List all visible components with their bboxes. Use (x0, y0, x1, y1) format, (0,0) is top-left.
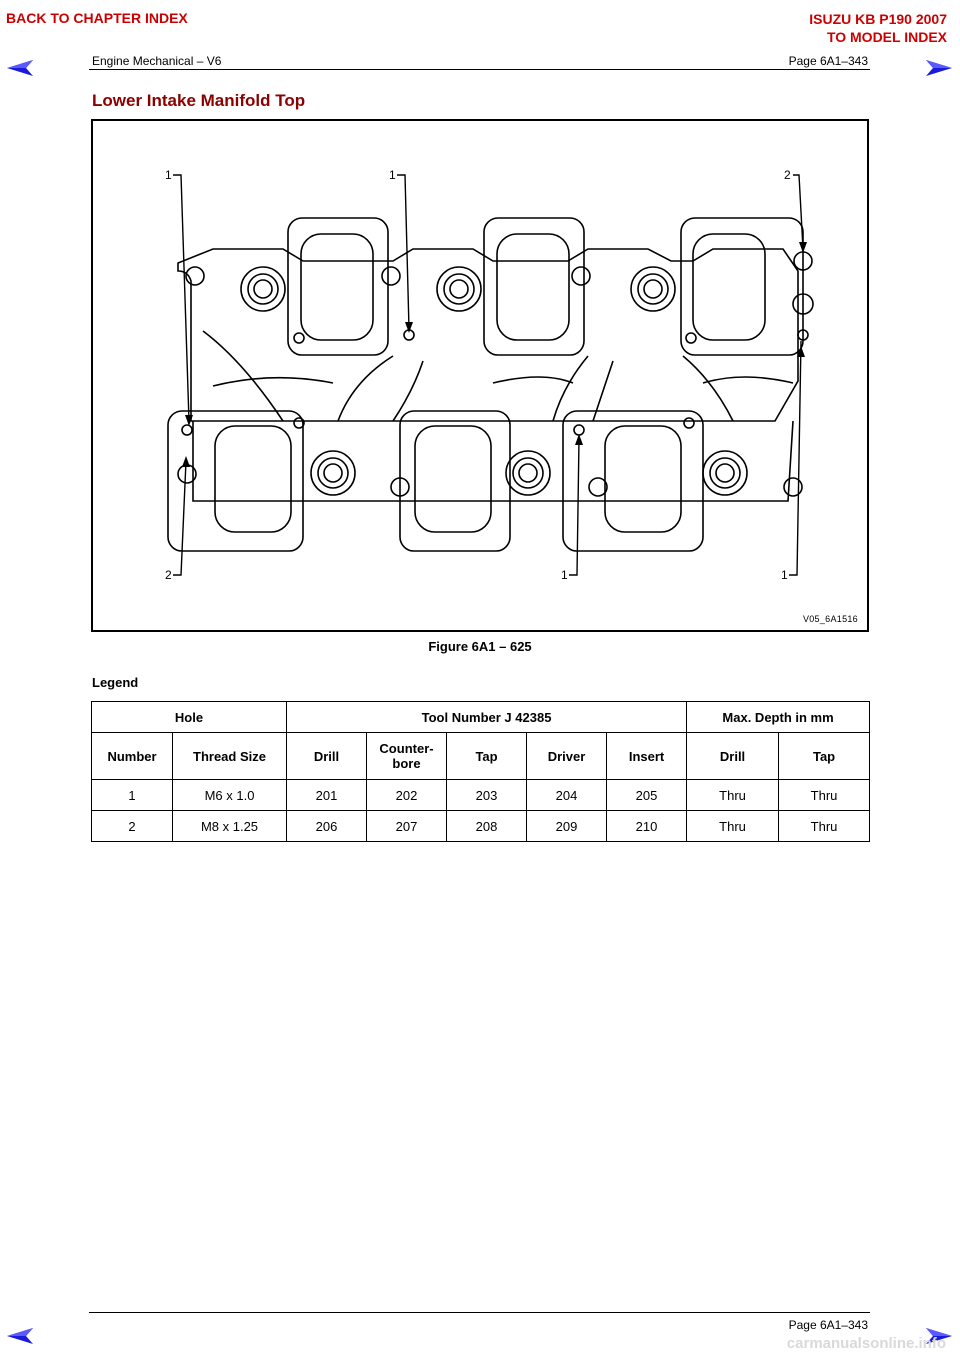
table-cell: Thru (779, 780, 870, 811)
table-cell: Thru (687, 780, 779, 811)
watermark: carmanualsonline.info (786, 1335, 946, 1352)
callout-1-bottom-middle: 1 (561, 568, 568, 582)
callout-1-bottom-right: 1 (781, 568, 788, 582)
table-cell: 205 (607, 780, 687, 811)
footer-rule (89, 1312, 870, 1313)
table-cell: 2 (92, 811, 173, 842)
brand-title: ISUZU KB P190 2007 (809, 11, 947, 27)
page-title: Lower Intake Manifold Top (92, 91, 306, 110)
table-cell: 1 (92, 780, 173, 811)
table-cell: 210 (607, 811, 687, 842)
column-header: Number (92, 733, 173, 780)
table-cell: 201 (287, 780, 367, 811)
column-header: Counter- bore (367, 733, 447, 780)
to-model-index-link[interactable]: TO MODEL INDEX (826, 29, 947, 45)
header-page-number: Page 6A1–343 (788, 54, 868, 68)
column-header-row (92, 733, 870, 780)
column-header: Drill (687, 733, 779, 780)
prev-page-arrow-icon[interactable] (6, 58, 34, 78)
callout-1-top-middle: 1 (389, 168, 396, 182)
column-header: Driver (527, 733, 607, 780)
table-cell: M8 x 1.25 (173, 811, 287, 842)
column-header: Tap (447, 733, 527, 780)
legend-table (91, 701, 870, 842)
column-header: Tap (779, 733, 870, 780)
group-header-hole: Hole (92, 702, 287, 733)
column-header: Insert (607, 733, 687, 780)
group-header-depth: Max. Depth in mm (687, 702, 870, 733)
group-header-row (92, 702, 870, 733)
group-header-tool: Tool Number J 42385 (287, 702, 687, 733)
column-header: Thread Size (173, 733, 287, 780)
table-row (92, 811, 870, 842)
table-row (92, 780, 870, 811)
callout-2-bottom-left: 2 (165, 568, 172, 582)
table-cell: 209 (527, 811, 607, 842)
figure-caption: Figure 6A1 – 625 (428, 639, 532, 654)
manifold-illustration (93, 121, 867, 630)
section-header: Engine Mechanical – V6 (92, 54, 222, 68)
legend-label: Legend (92, 675, 139, 690)
prev-page-arrow-icon[interactable] (6, 1326, 34, 1346)
callout-2-top-right: 2 (784, 168, 791, 182)
table-cell: 204 (527, 780, 607, 811)
column-header: Drill (287, 733, 367, 780)
figure-code: V05_6A1516 (802, 614, 858, 624)
callout-1-top-left: 1 (165, 168, 172, 182)
footer-page-number: Page 6A1–343 (788, 1318, 868, 1332)
table-cell: 206 (287, 811, 367, 842)
table-cell: 207 (367, 811, 447, 842)
header-rule (89, 69, 870, 70)
next-page-arrow-icon[interactable] (925, 58, 953, 78)
table-cell: M6 x 1.0 (173, 780, 287, 811)
figure-frame (91, 119, 869, 632)
table-cell: Thru (687, 811, 779, 842)
table-cell: 203 (447, 780, 527, 811)
table-cell: 202 (367, 780, 447, 811)
back-to-chapter-index-link[interactable]: BACK TO CHAPTER INDEX (6, 10, 188, 26)
table-cell: Thru (779, 811, 870, 842)
table-cell: 208 (447, 811, 527, 842)
